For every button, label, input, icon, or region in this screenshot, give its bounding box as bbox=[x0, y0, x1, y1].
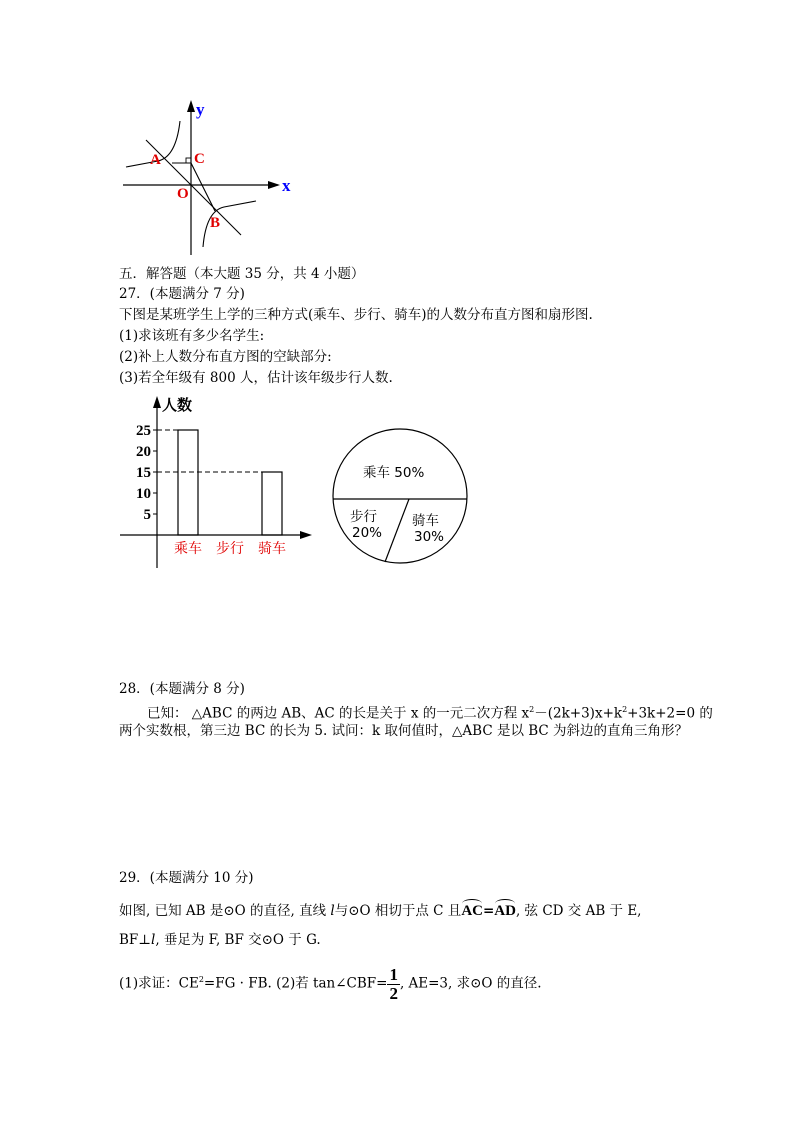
bar-chart-ylabel: 人数 bbox=[162, 398, 193, 414]
q27-part2: (2)补上人数分布直方图的空缺部分: bbox=[119, 349, 332, 365]
bar-3 bbox=[262, 472, 282, 535]
bar-chart-y-arrow bbox=[153, 396, 161, 408]
fraction-one-half: $\frac{1}{2}$ bbox=[389, 964, 398, 1003]
q28-header: 28．(本题满分 8 分) bbox=[119, 681, 245, 697]
segment-cb bbox=[191, 163, 215, 211]
x-axis-arrow bbox=[268, 181, 280, 189]
q27-part1: (1)求该班有多少名学生: bbox=[119, 328, 265, 344]
q29-header: 29．(本题满分 10 分) bbox=[119, 870, 254, 886]
q29-line1: 如图, 已知 AB 是⊙O 的直径, 直线 l与⊙O 相切于点 C 且AC=AD, 弦 CD 交 AB 于 E, bbox=[119, 903, 642, 919]
pie-label-bike-value: 30% bbox=[414, 529, 445, 545]
bar-chart bbox=[110, 390, 325, 575]
pie-outline bbox=[333, 429, 467, 563]
pie-divider-slant bbox=[385, 499, 409, 562]
pie-label-walk-name: 步行 bbox=[350, 509, 377, 525]
coordinate-figure bbox=[118, 95, 298, 260]
pie-label-walk-value: 20% bbox=[352, 525, 383, 541]
q29-line2: BF⊥l, 垂足为 F, BF 交⊙O 于 G. bbox=[119, 932, 321, 948]
q27-header: 27．(本题满分 7 分) bbox=[119, 286, 245, 302]
q27-intro: 下图是某班学生上学的三种方式(乘车、步行、骑车)的人数分布直方图和扇形图. bbox=[119, 307, 593, 323]
section-heading: 五．解答题（本大题 35 分，共 4 小题） bbox=[119, 266, 365, 282]
y-tick-label: 10 bbox=[136, 486, 151, 502]
pie-chart bbox=[330, 425, 472, 570]
right-angle-mark bbox=[186, 158, 191, 163]
q28-line1: 已知： △ABC 的两边 AB、AC 的长是关于 x 的一元二次方程 $x^2-(2k+3)x+k^2+3k+2=0$ 的 bbox=[147, 705, 713, 722]
y-tick-label: 5 bbox=[143, 507, 151, 523]
y-tick-label: 15 bbox=[136, 465, 151, 481]
q29-line3: (1)求证：$CE^2=FG$ · FB. (2)若 tan∠CBF= $\frac{1}{2}$ , AE=3, 求⊙O 的直径. bbox=[119, 964, 542, 1003]
q28-line2: 两个实数根，第三边 BC 的长为 5. 试问：k 取何值时，△ABC 是以 BC 为斜边的直角三角形？ bbox=[119, 723, 689, 739]
x-axis-label: x bbox=[282, 176, 291, 195]
arc-ad: AD bbox=[494, 903, 516, 919]
category-label: 步行 bbox=[216, 541, 244, 557]
point-a-label: A bbox=[150, 152, 161, 168]
point-c-label: C bbox=[194, 151, 205, 167]
origin-label: O bbox=[177, 186, 189, 202]
pie-label-ride: 乘车 50% bbox=[363, 465, 425, 481]
point-b-label: B bbox=[210, 215, 221, 231]
y-tick-label: 25 bbox=[136, 423, 151, 439]
category-label: 乘车 bbox=[174, 541, 202, 557]
y-axis-arrow bbox=[187, 100, 195, 112]
arc-ac: AC bbox=[461, 903, 483, 919]
bar-chart-x-arrow bbox=[300, 531, 312, 539]
q27-part3: (3)若全年级有 800 人，估计该年级步行人数. bbox=[119, 370, 393, 386]
y-axis-label: y bbox=[196, 100, 205, 119]
pie-label-bike-name: 骑车 bbox=[412, 513, 439, 529]
bar-1 bbox=[178, 430, 198, 535]
y-tick-label: 20 bbox=[136, 444, 151, 460]
category-label: 骑车 bbox=[258, 541, 286, 557]
